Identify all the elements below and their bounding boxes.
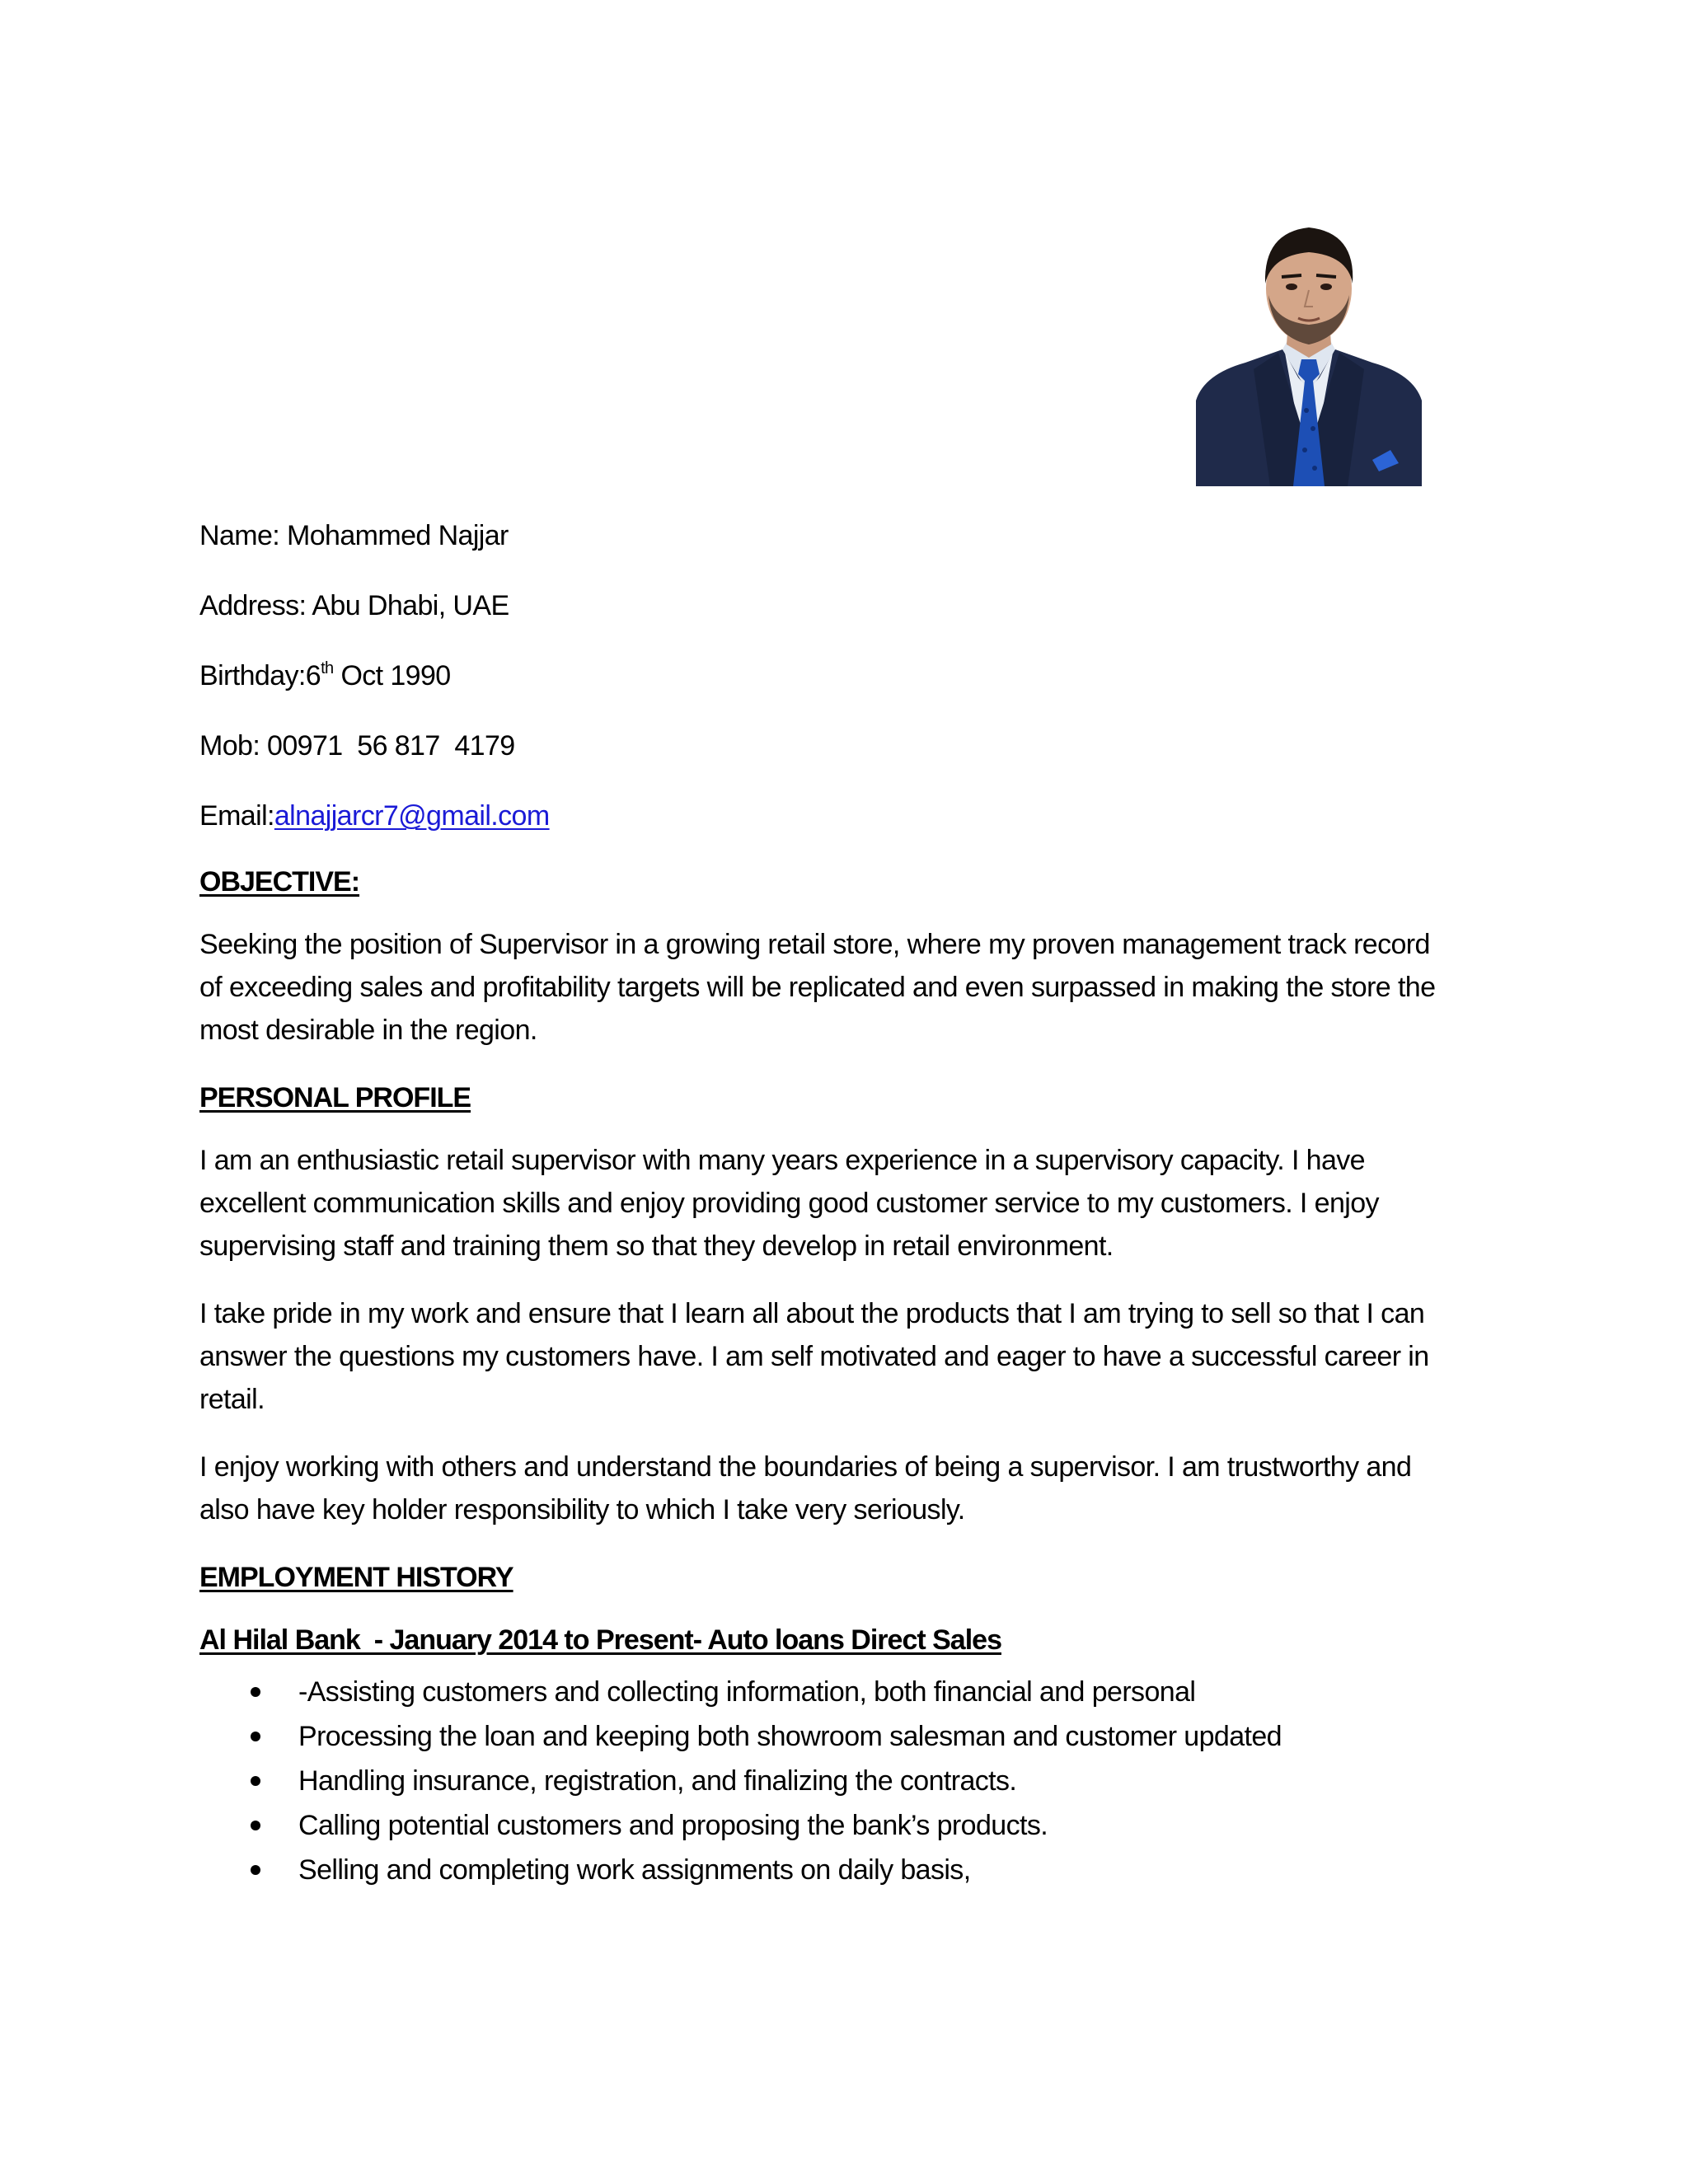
birthday-day: 6 (305, 660, 321, 691)
birthday-line (199, 654, 1502, 697)
profile-line: also have key holder responsibility to which I take very seriously. (199, 1494, 965, 1526)
email-link[interactable]: alnajjarcr7@gmail.com (274, 800, 550, 832)
job-title: Al Hilal Bank - January 2014 to Present- Auto loans Direct Sales (199, 1624, 1001, 1656)
portrait-illustration (1196, 213, 1422, 486)
mobile-label: Mob: (199, 730, 260, 762)
email-line (199, 794, 1502, 837)
bullet-icon (251, 1687, 260, 1697)
profile-line: excellent communication skills and enjoy providing good customer service to my customers. I enjoy (199, 1188, 1379, 1219)
profile-paragraph-1 (199, 1139, 1502, 1268)
mobile-value: 00971 56 817 4179 (267, 730, 515, 762)
objective-line: of exceeding sales and profitability targets will be replicated and even surpassed in making the store the (199, 972, 1436, 1003)
objective-line: most desirable in the region. (199, 1015, 537, 1046)
address-line (199, 584, 1502, 627)
bullet-icon (251, 1865, 260, 1875)
duty-text: Processing the loan and keeping both showroom salesman and customer updated (298, 1721, 1282, 1752)
employment-history-heading: EMPLOYMENT HISTORY (199, 1562, 513, 1593)
bullet-icon (251, 1776, 260, 1786)
profile-line: I enjoy working with others and understand the boundaries of being a supervisor. I am trustworthy and (199, 1451, 1412, 1483)
profile-line: retail. (199, 1384, 265, 1415)
duty-text: -Assisting customers and collecting information, both financial and personal (298, 1676, 1196, 1708)
email-label: Email: (199, 800, 274, 832)
objective-line: Seeking the position of Supervisor in a growing retail store, where my proven management track record (199, 929, 1430, 960)
profile-paragraph-2 (199, 1292, 1502, 1421)
list-item (199, 1759, 1502, 1803)
address-value: Abu Dhabi, UAE (312, 590, 509, 621)
profile-line: supervising staff and training them so that they develop in retail environment. (199, 1230, 1114, 1262)
objective-heading: OBJECTIVE: (199, 866, 360, 898)
bullet-icon (251, 1821, 260, 1830)
name-label: Name: (199, 520, 280, 551)
birthday-label: Birthday: (199, 660, 306, 691)
personal-profile-heading: PERSONAL PROFILE (199, 1082, 471, 1113)
bullet-icon (251, 1732, 260, 1741)
name-value: Mohammed Najjar (287, 520, 509, 551)
duty-text: Selling and completing work assignments on daily basis, (298, 1854, 971, 1886)
birthday-suffix: th (321, 659, 334, 677)
profile-line: answer the questions my customers have. I am self motivated and eager to have a successful career in (199, 1341, 1429, 1372)
resume-content (199, 514, 1502, 1892)
profile-photo (1196, 213, 1422, 486)
profile-line: I take pride in my work and ensure that I learn all about the products that I am trying to sell so that I can (199, 1298, 1425, 1329)
list-item (199, 1670, 1502, 1714)
birthday-rest: Oct 1990 (340, 660, 451, 691)
address-label: Address: (199, 590, 307, 621)
list-item (199, 1848, 1502, 1892)
profile-paragraph-3 (199, 1446, 1502, 1531)
duty-text: Calling potential customers and proposing the bank’s products. (298, 1810, 1048, 1841)
list-item (199, 1803, 1502, 1848)
name-line (199, 514, 1502, 557)
duties-list (199, 1670, 1502, 1892)
duty-text: Handling insurance, registration, and finalizing the contracts. (298, 1765, 1017, 1797)
profile-line: I am an enthusiastic retail supervisor with many years experience in a supervisory capacity. I have (199, 1145, 1365, 1176)
mobile-line (199, 724, 1502, 767)
objective-paragraph (199, 923, 1502, 1052)
list-item (199, 1714, 1502, 1759)
